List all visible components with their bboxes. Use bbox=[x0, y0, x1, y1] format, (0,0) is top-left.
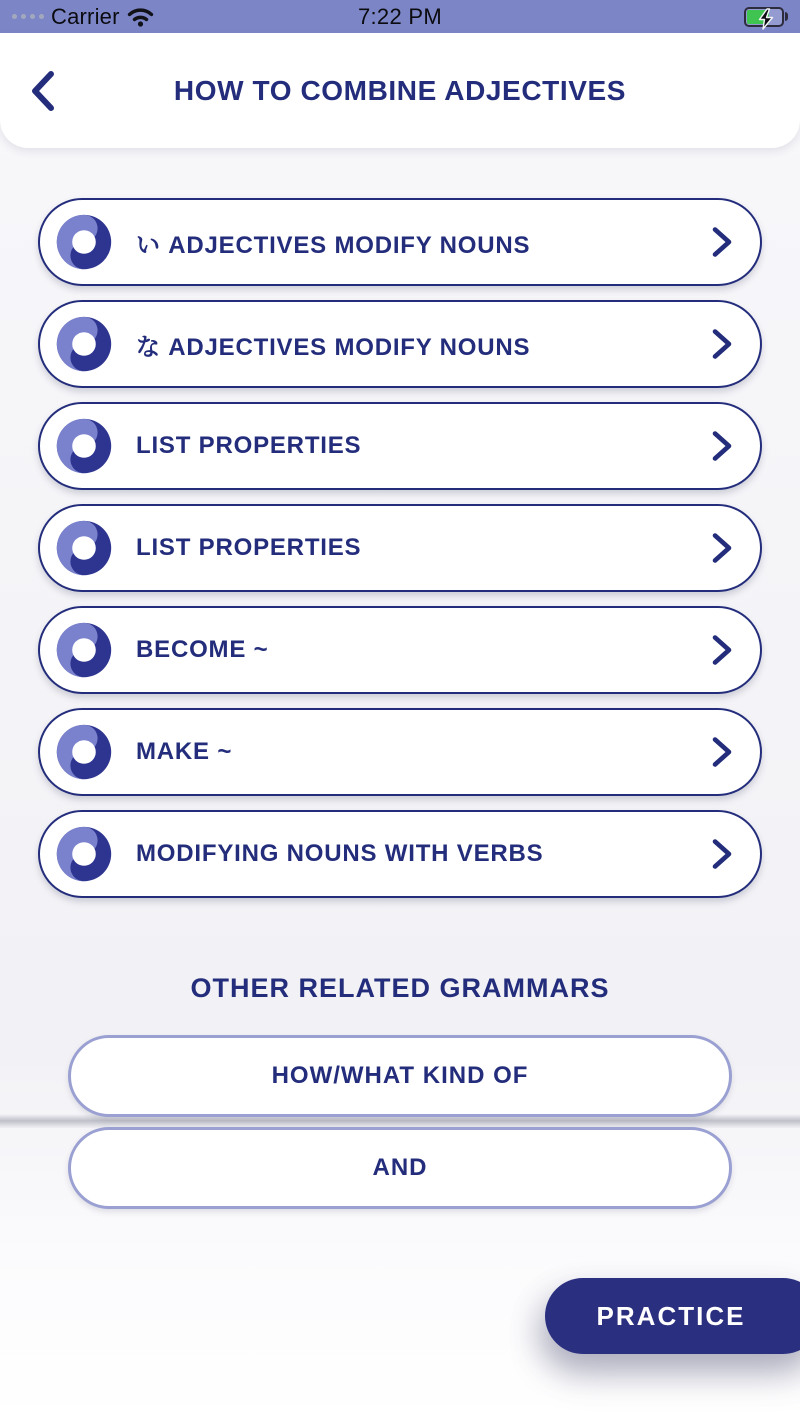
carrier-label: Carrier bbox=[51, 3, 120, 29]
chevron-right-icon bbox=[711, 634, 733, 666]
related-item-and[interactable]: AND bbox=[68, 1127, 732, 1209]
charging-bolt-icon bbox=[756, 7, 776, 31]
chevron-right-icon bbox=[711, 532, 733, 564]
menu-item-na-adjectives-modify-nouns[interactable] bbox=[38, 300, 762, 388]
menu-item-label: MODIFYING NOUNS WITH VERBS bbox=[136, 840, 544, 867]
status-time: 7:22 PM bbox=[357, 3, 443, 29]
donut-icon bbox=[55, 825, 113, 883]
menu-item-label: LIST PROPERTIES bbox=[136, 534, 362, 561]
chevron-right-icon bbox=[711, 226, 733, 258]
battery-icon bbox=[744, 7, 784, 27]
header bbox=[0, 33, 800, 148]
chevron-right-icon bbox=[711, 430, 733, 462]
menu-item-label: MAKE ~ bbox=[136, 738, 233, 765]
chevron-right-icon bbox=[711, 838, 733, 870]
donut-icon bbox=[55, 315, 113, 373]
menu-item-i-adjectives-modify-nouns[interactable] bbox=[38, 198, 762, 286]
page-title: HOW TO COMBINE ADJECTIVES bbox=[173, 74, 627, 106]
back-button[interactable] bbox=[24, 64, 62, 118]
menu-item-make[interactable] bbox=[38, 708, 762, 796]
menu-item-label: BECOME ~ bbox=[136, 636, 269, 663]
menu-item-label: い ADJECTIVES MODIFY NOUNS bbox=[136, 231, 531, 259]
menu-item-list-properties-1[interactable] bbox=[38, 402, 762, 490]
menu-item-label: な ADJECTIVES MODIFY NOUNS bbox=[136, 333, 531, 361]
chevron-right-icon bbox=[711, 328, 733, 360]
status-bar-right bbox=[744, 7, 788, 27]
related-grammars-heading: OTHER RELATED GRAMMARS bbox=[190, 973, 610, 1003]
grammar-menu bbox=[38, 198, 762, 912]
donut-icon bbox=[55, 621, 113, 679]
menu-item-become[interactable] bbox=[38, 606, 762, 694]
wifi-icon bbox=[127, 6, 154, 27]
menu-item-label: LIST PROPERTIES bbox=[136, 432, 362, 459]
menu-item-modifying-nouns-with-verbs[interactable] bbox=[38, 810, 762, 898]
status-bar-left bbox=[12, 4, 154, 30]
donut-icon bbox=[55, 417, 113, 475]
status-bar bbox=[0, 0, 800, 33]
donut-icon bbox=[55, 723, 113, 781]
practice-button[interactable]: PRACTICE bbox=[545, 1278, 800, 1354]
donut-icon bbox=[55, 213, 113, 271]
chevron-right-icon bbox=[711, 736, 733, 768]
donut-icon bbox=[55, 519, 113, 577]
menu-item-list-properties-2[interactable] bbox=[38, 504, 762, 592]
chevron-left-icon bbox=[30, 70, 56, 112]
battery-tip bbox=[785, 12, 788, 21]
cellular-signal-icon bbox=[12, 14, 44, 19]
related-item-how-what-kind-of[interactable]: HOW/WHAT KIND OF bbox=[68, 1035, 732, 1117]
